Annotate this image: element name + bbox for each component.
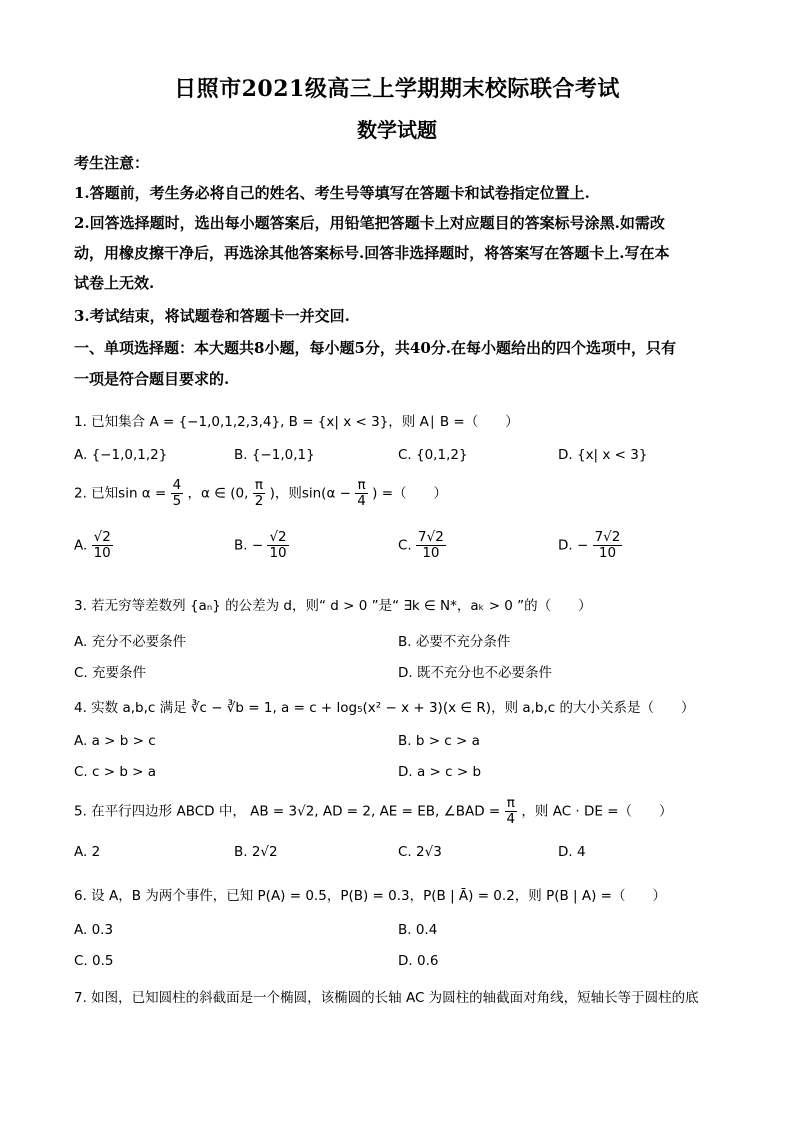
question-5-option-a: A. 2 [74,844,101,860]
q2-c-den: 10 [422,544,440,561]
question-1-option-a: A. {−1,0,1,2} [74,447,168,463]
q2-c-label: C. [398,537,412,554]
question-5-fraction [505,796,518,827]
question-2-fraction-shift [355,478,368,509]
question-6-option-c: C. 0.5 [74,953,114,969]
question-4-option-b: B. b > c > a [398,733,480,749]
q2-d-den: 10 [598,544,617,561]
question-1-option-d: D. {x| x < 3} [558,447,648,463]
q2-d-num: 7√2 [594,529,621,545]
question-2-option-b [234,530,289,561]
q2-c-num: 7√2 [418,529,444,545]
question-1-option-c: C. {0,1,2} [398,447,468,463]
q2-a-den: 10 [93,544,111,561]
notice-heading: 考生注意： [74,154,150,172]
question-2-suffix: ) =（ ） [372,485,448,502]
exam-title: 日照市2021级高三上学期期末校际联合考试 [174,76,620,102]
question-5-option-b: B. 2√2 [234,844,278,860]
q2-frac2-den: 2 [254,492,264,509]
question-1-stem: 1. 已知集合 A = {−1,0,1,2,3,4}, B = {x| x < 3}，则 A∣ B =（ ） [74,414,519,430]
q2-a-label: A. [74,537,88,554]
q2-frac1-den: 5 [172,492,182,509]
q2-b-num: √2 [269,529,287,545]
q2-b-fraction [267,530,288,561]
q2-a-num: √2 [93,529,111,545]
section-heading-line-2: 一项是符合题目要求的. [74,370,230,388]
q2-frac1-num: 4 [172,477,182,493]
q5-frac-num: π [505,796,518,812]
question-5-option-c: C. 2√3 [398,844,442,860]
question-6-option-b: B. 0.4 [398,922,438,938]
question-5-option-d: D. 4 [558,844,586,860]
question-2-mid2: )，则sin(α − [269,485,351,502]
notice-item-3: 3.考试结束，将试题卷和答题卡一并交回. [74,307,350,325]
q2-c-fraction [416,530,446,561]
question-7-stem: 7. 如图，已知圆柱的斜截面是一个椭圆，该椭圆的长轴 AC 为圆柱的轴截面对角线，短轴长等于圆柱的底 [74,990,699,1006]
question-2-prefix: 2. 已知sin α = [74,485,167,502]
question-2-fraction-sin [171,478,184,509]
exam-subtitle: 数学试题 [357,118,437,142]
question-3-option-a: A. 充分不必要条件 [74,634,187,650]
question-2-mid: ，α ∈ (0, [187,485,249,502]
q2-b-den: 10 [269,544,287,561]
q2-frac3-num: π [355,478,368,494]
q2-frac3-den: 4 [357,492,366,509]
question-2-option-a [74,530,113,561]
question-6-option-d: D. 0.6 [398,953,439,969]
question-4-option-a: A. a > b > c [74,733,156,749]
q2-a-fraction [92,530,113,561]
q2-frac2-num: π [253,478,266,494]
question-5-suffix: ，则 AC · DE =（ ） [521,803,673,820]
question-4-stem: 4. 实数 a,b,c 满足 ∛c − ∛b = 1, a = c + log₅(x² − x + 3)(x ∈ R)，则 a,b,c 的大小关系是（ ） [74,700,695,716]
q2-b-label: B. − [234,537,264,554]
question-5-stem-text: 5. 在平行四边形 ABCD 中， AB = 3√2, AD = 2, AE = EB, ∠BAD = [74,803,501,820]
question-6-option-a: A. 0.3 [74,922,114,938]
question-2-stem [74,478,447,509]
q5-frac-den: 4 [506,810,516,827]
question-2-option-c [398,530,446,561]
question-5-stem [74,796,673,827]
question-2-option-d [558,530,622,561]
notice-item-2-line-3: 试卷上无效. [74,274,155,292]
question-1-option-b: B. {−1,0,1} [234,447,315,463]
q2-d-fraction [593,530,623,561]
question-6-stem: 6. 设 A，B 为两个事件，已知 P(A) = 0.5，P(B) = 0.3，P(B | Ā) = 0.2，则 P(B | A) =（ ） [74,888,666,904]
question-3-option-b: B. 必要不充分条件 [398,634,511,650]
notice-item-1: 1.答题前，考生务必将自己的姓名、考生号等填写在答题卡和试卷指定位置上. [74,184,590,202]
question-2-fraction-interval [253,478,266,509]
question-3-stem: 3. 若无穷等差数列 {aₙ} 的公差为 d，则“ d > 0 ”是“ ∃k ∈ N*，aₖ > 0 ”的（ ） [74,598,592,614]
notice-item-2-line-2: 动，用橡皮擦干净后，再选涂其他答案标号.回答非选择题时，将答案写在答题卡上.写在本 [74,244,670,262]
question-4-option-c: C. c > b > a [74,764,157,780]
q2-d-label: D. − [558,537,589,554]
notice-item-2-line-1: 2.回答选择题时，选出每小题答案后，用铅笔把答题卡上对应题目的答案标号涂黑.如需改 [74,214,665,232]
question-3-option-c: C. 充要条件 [74,665,147,681]
section-heading-line-1: 一、单项选择题：本大题共8小题，每小题5分，共40分.在每小题给出的四个选项中，只有 [74,339,676,357]
question-3-option-d: D. 既不充分也不必要条件 [398,665,552,681]
question-4-option-d: D. a > c > b [398,764,482,780]
